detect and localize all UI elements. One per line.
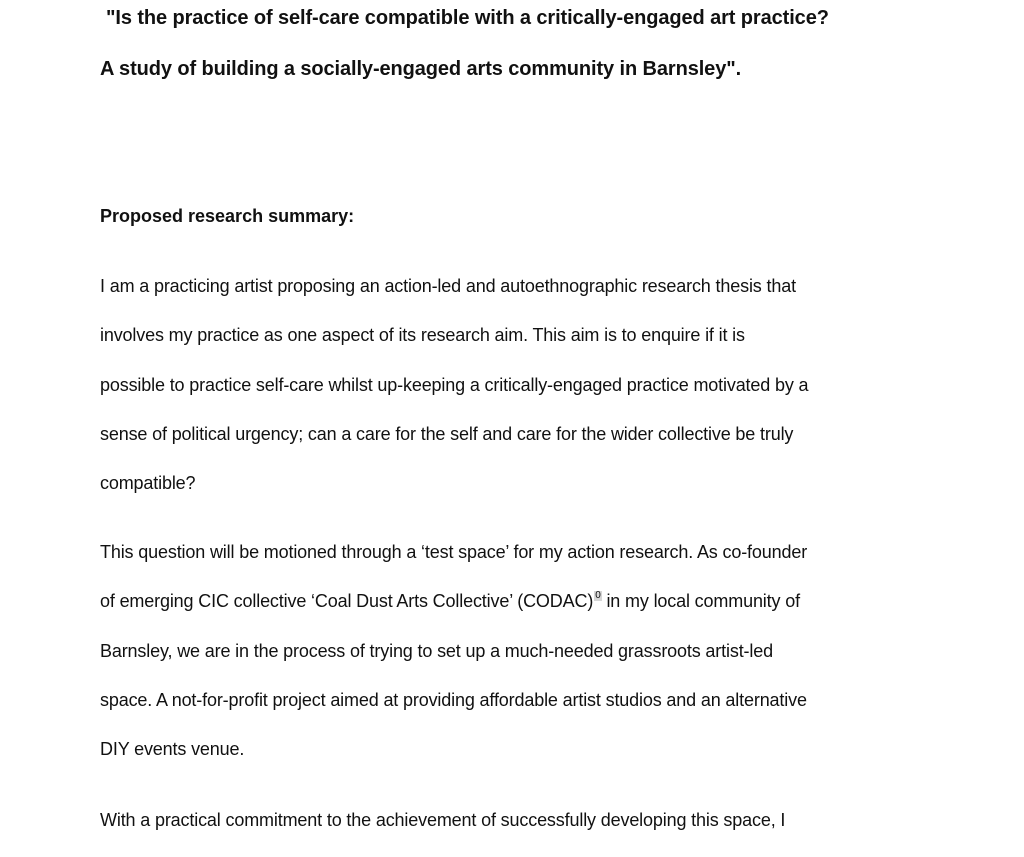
paragraph-line: involves my practice as one aspect of its research aim. This aim is to enquire if it is [100, 325, 745, 346]
paragraph-line: possible to practice self-care whilst up-keeping a critically-engaged practice motivated by a [100, 374, 809, 395]
paragraph-line: space. A not-for-profit project aimed at providing affordable artist studios and an alternative [100, 689, 807, 710]
paragraph-line: I am a practicing artist proposing an action-led and autoethnographic research thesis that [100, 276, 796, 296]
paragraph-2 [100, 528, 970, 774]
paragraph-3 [100, 796, 970, 845]
document-title-line-2: A study of building a socially-engaged arts community in Barnsley". [100, 58, 742, 80]
paragraph-line: With a practical commitment to the achievement of successfully developing this space, I [100, 810, 786, 830]
paragraph-line: Barnsley, we are in the process of trying to set up a much-needed grassroots artist-led [100, 640, 773, 661]
paragraph-line: DIY events venue. [100, 739, 245, 759]
paragraph-1 [100, 262, 970, 508]
paragraph-line-text-continued: in my local community of [601, 591, 800, 612]
paragraph-line: This question will be motioned through a ‘test space’ for my action research. As co-founder [100, 542, 808, 562]
paragraph-line: compatible? [100, 473, 196, 493]
paragraph-line [100, 577, 970, 626]
section-heading: Proposed research summary: [100, 206, 355, 226]
paragraph-line: sense of political urgency; can a care for the self and care for the wider collective be truly [100, 423, 794, 444]
paragraph-line-text: of emerging CIC collective ‘Coal Dust Arts Collective’ (CODAC) [100, 591, 594, 612]
document-title-line-1: "Is the practice of self-care compatible with a critically-engaged art practice? [106, 7, 829, 29]
footnote-reference[interactable]: 0 [595, 590, 601, 602]
